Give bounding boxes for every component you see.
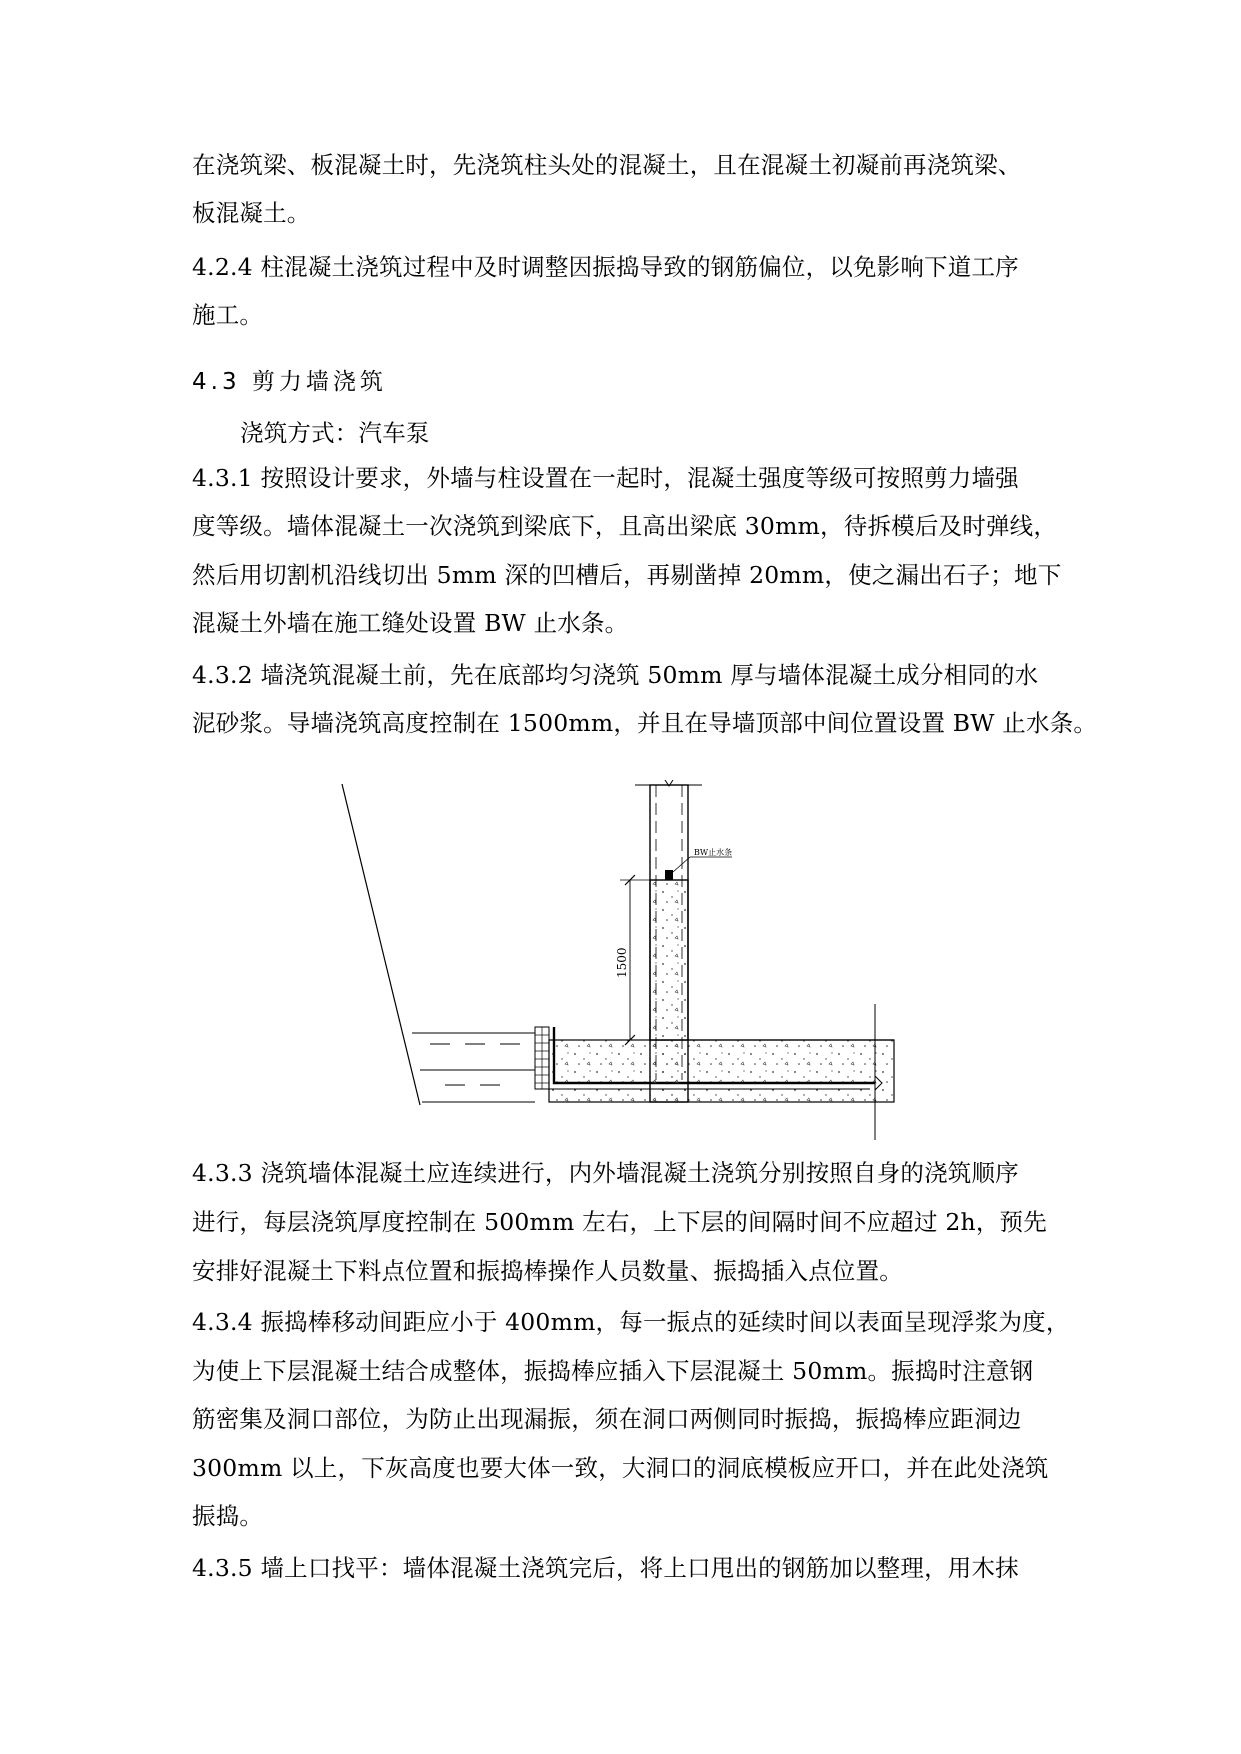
paragraph-line: 板混凝土。 [192, 199, 311, 227]
paragraph-line: 4.3.1 按照设计要求，外墙与柱设置在一起时，混凝土强度等级可按照剪力墙强 [192, 464, 1019, 492]
guide-wall-section-figure [330, 780, 910, 1150]
base-slab [549, 1040, 894, 1102]
slope-line [342, 784, 420, 1105]
paragraph-line: 然后用切割机沿线切出 5mm 深的凹槽后，再剔凿掉 20mm，使之漏出石子；地下 [192, 561, 1062, 589]
dimension-label: 1500 [615, 947, 629, 978]
paragraph-line: 为使上下层混凝土结合成整体，振捣棒应插入下层混凝土 50mm。振捣时注意钢 [192, 1357, 1034, 1385]
paragraph-line: 4.3.3 浇筑墙体混凝土应连续进行，内外墙混凝土浇筑分别按照自身的浇筑顺序 [192, 1159, 1019, 1187]
brick-wall [535, 1027, 549, 1089]
section-heading: 4.3 剪力墙浇筑 [192, 369, 387, 395]
paragraph-line: 在浇筑梁、板混凝土时，先浇筑柱头处的混凝土，且在混凝土初凝前再浇筑梁、 [192, 151, 1022, 179]
height-dimension [615, 875, 650, 1045]
paragraph-line: 4.3.2 墙浇筑混凝土前，先在底部均匀浇筑 50mm 厚与墙体混凝土成分相同的水 [192, 661, 1039, 689]
paragraph-line: 施工。 [192, 301, 264, 329]
paragraph-line: 度等级。墙体混凝土一次浇筑到梁底下，且高出梁底 30mm，待拆模后及时弹线， [192, 512, 1058, 540]
paragraph-line: 振捣。 [192, 1502, 264, 1530]
paragraph-line: 4.3.5 墙上口找平：墙体混凝土浇筑完后，将上口甩出的钢筋加以整理，用木抹 [192, 1554, 1019, 1582]
paragraph-line: 安排好混凝土下料点位置和振捣棒操作人员数量、振捣插入点位置。 [192, 1257, 903, 1285]
pour-method: 浇筑方式：汽车泵 [240, 419, 430, 447]
paragraph-line: 4.3.4 振捣棒移动间距应小于 400mm，每一振点的延续时间以表面呈现浮浆为度， [192, 1308, 1070, 1336]
paragraph-line: 泥砂浆。导墙浇筑高度控制在 1500mm，并且在导墙顶部中间位置设置 BW 止水条。 [192, 709, 1098, 737]
waterstop-strip [665, 870, 673, 880]
paragraph-line: 4.2.4 柱混凝土浇筑过程中及时调整因振捣导致的钢筋偏位，以免影响下道工序 [192, 253, 1019, 281]
paragraph-line: 进行，每层浇筑厚度控制在 500mm 左右，上下层的间隔时间不应超过 2h，预先 [192, 1208, 1047, 1236]
waterstop-label: BW止水条 [694, 848, 733, 857]
paragraph-line: 筋密集及洞口部位，为防止出现漏振，须在洞口两侧同时振捣，振捣棒应距洞边 [192, 1405, 1022, 1433]
paragraph-line: 300mm 以上，下灰高度也要大体一致，大洞口的洞底模板应开口，并在此处浇筑 [192, 1454, 1049, 1482]
paragraph-line: 混凝土外墙在施工缝处设置 BW 止水条。 [192, 609, 629, 637]
